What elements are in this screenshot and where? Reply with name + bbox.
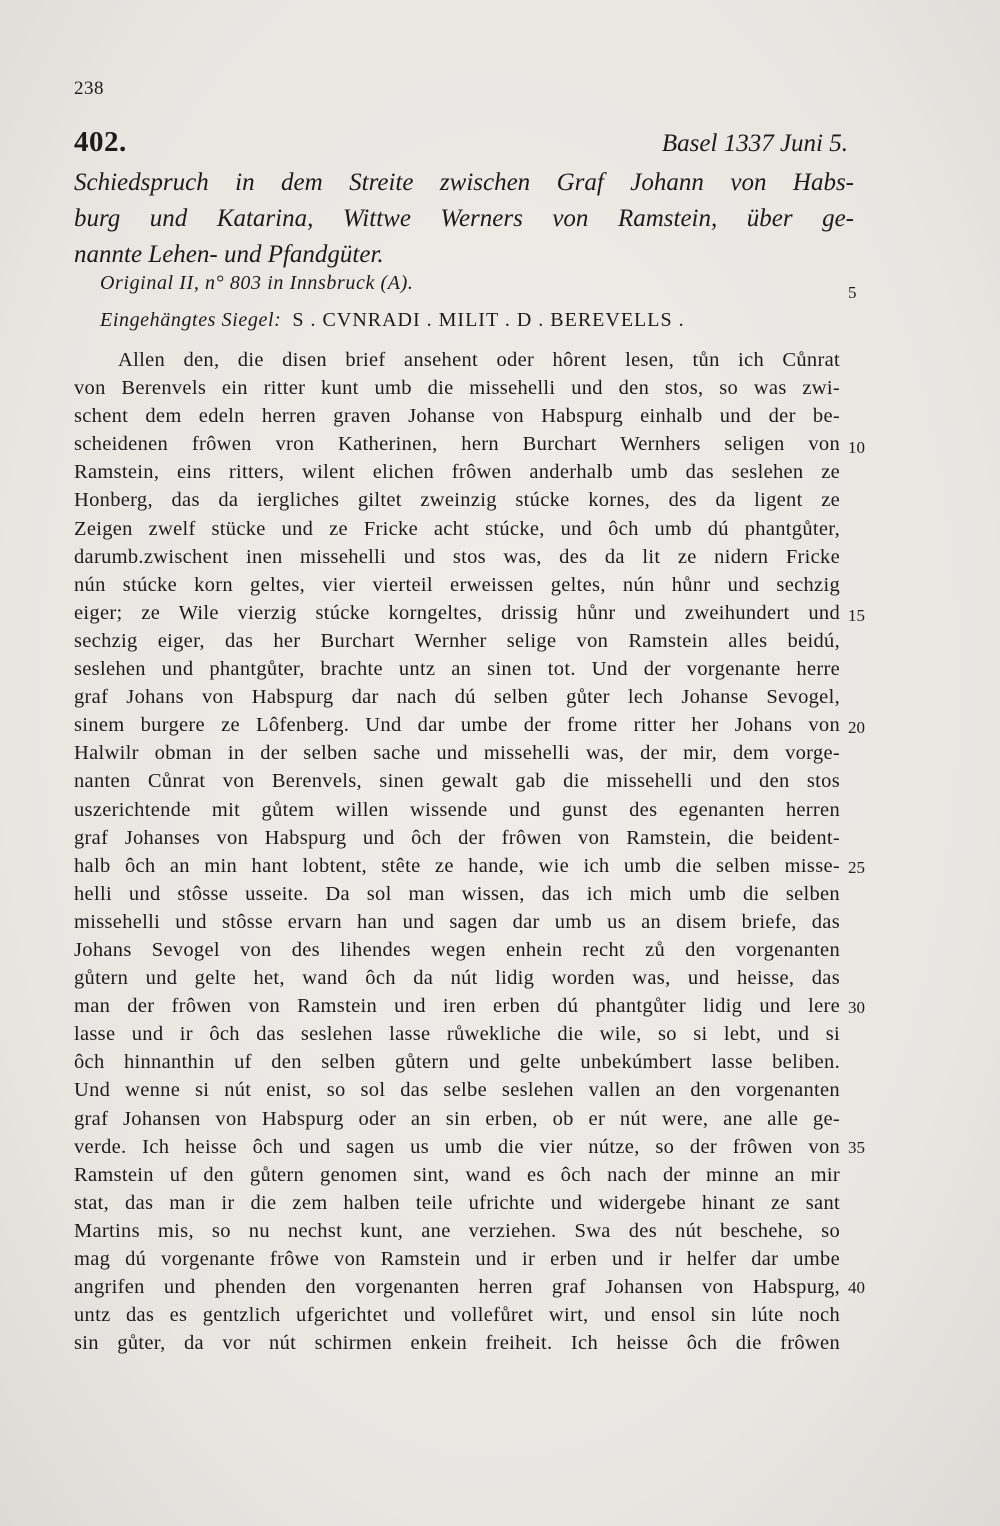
seal-label: Eingehängtes Siegel: [100, 309, 282, 331]
body-line: von Berenvels ein ritter kunt umb die missehelli und den stos, so was zwi- [74, 377, 840, 400]
document-number: 402. [74, 126, 127, 158]
body-line: schent dem edeln herren graven Johanse von Habspurg einhalb und der be- [74, 405, 840, 428]
body-line: Ramstein uf den gůtern genomen sint, wand es ôch nach der minne an mir [74, 1163, 840, 1186]
body-line: darumb.zwischent inen missehelli und stos was, des da lit ze nidern Fricke [74, 545, 840, 568]
body-line: Ramstein, eins ritters, wilent elichen frôwen anderhalb umb das seslehen ze [74, 461, 840, 484]
body-line: man der frôwen von Ramstein und iren erben dú phantgůter lidig und lere [74, 995, 840, 1018]
body-line: helli und stôsse usseite. Da sol man wissen, das ich mich umb die selben [74, 882, 840, 905]
line-number: 40 [848, 1278, 865, 1297]
summary-line: Schiedspruch in dem Streite zwischen Graf Johann von Habs- [74, 169, 854, 196]
body-line: mag dú vorgenante frôwe von Ramstein und ir erben und ir helfer dar umbe [74, 1248, 840, 1270]
summary-line: burg und Katarina, Wittwe Werners von Ramstein, über ge- [74, 205, 854, 232]
body-line: lasse und ir ôch das seslehen lasse růwekliche die wile, so si lebt, und si [74, 1023, 840, 1046]
body-line: Zeigen zwelf stücke und ze Fricke acht stúcke, und ôch umb dú phantgůter, [74, 517, 840, 540]
body-line: graf Johans von Habspurg dar nach dú selben gůter lech Johanse Sevogel, [74, 686, 840, 709]
document-place-date: Basel 1337 Juni 5. [661, 130, 848, 157]
body-line: Johans Sevogel von des lihendes wegen enhein recht zů den vorgenanten [74, 938, 840, 961]
line-number: 25 [848, 858, 865, 877]
source-reference: Original II, n° 803 in Innsbruck (A). [100, 272, 414, 294]
body-line: Honberg, das da iergliches giltet zweinzig stúcke kornes, des da ligent ze [74, 489, 840, 512]
line-number: 5 [848, 283, 857, 302]
body-line: seslehen und phantgůter, brachte untz an sinen tot. Und der vorgenante herre [74, 658, 840, 681]
body-line: sechzig eiger, das her Burchart Wernher selige von Ramstein alles beidú, [74, 629, 840, 652]
body-line: eiger; ze Wile vierzig stúcke korngeltes, drissig hůnr und zweihundert und [74, 601, 840, 624]
body-line: untz das es gentzlich ufgerichtet und vollefůret wirt, und ensol sin lúte noch [74, 1304, 840, 1327]
body-line: Martins mis, so nu nechst kunt, ane verziehen. Swa des nút beschehe, so [74, 1219, 840, 1242]
body-line: ôch hinnanthin uf den selben gůtern und gelte unbekúmbert lasse beliben. [74, 1051, 840, 1074]
body-line: halb ôch an min hant lobtent, stête ze hande, wie ich umb die selben misse- [74, 854, 840, 877]
body-line: gůtern und gelte het, wand ôch da nút lidig worden was, und heisse, das [74, 967, 840, 990]
body-line: scheidenen frôwen vron Katherinen, hern Burchart Wernhers seligen von [74, 433, 840, 456]
seal-inscription: S . CVNRADI . MILIT . D . BEREVELLS . [292, 309, 685, 331]
body-line: uszerichtende mit gůtem willen wissende und gunst des egenanten herren [74, 798, 840, 821]
body-line: Allen den, die disen brief ansehent oder hôrent lesen, tůn ich Cůnrat [118, 349, 840, 371]
body-line: Halwilr obman in der selben sache und missehelli was, der mir, dem vorge- [74, 742, 840, 765]
body-line: verde. Ich heisse ôch und sagen us umb die vier nútze, so der frôwen von [74, 1135, 840, 1158]
body-line: Und wenne si nút enist, so sol das selbe seslehen vallen an den vorgenanten [74, 1079, 840, 1102]
summary-line: nannte Lehen- und Pfandgüter. [74, 241, 384, 268]
document-body [74, 346, 840, 1357]
page-number: 238 [74, 78, 104, 99]
body-line: stat, das man ir die zem halben teile ufrichte und widergebe hinant ze sant [74, 1191, 840, 1214]
body-line: nanten Cůnrat von Berenvels, sinen gewalt gab die missehelli und den stos [74, 770, 840, 793]
line-number: 20 [848, 718, 865, 737]
body-line: graf Johansen von Habspurg oder an sin erben, ob er nút were, ane alle ge- [74, 1107, 840, 1130]
seal-description [100, 309, 685, 332]
body-line: graf Johanses von Habspurg und ôch der frôwen von Ramstein, die beident- [74, 826, 840, 849]
line-number: 15 [848, 606, 865, 625]
document-summary [74, 165, 854, 273]
body-line: sinem burgere ze Lôfenberg. Und dar umbe der frome ritter her Johans von [74, 714, 840, 737]
body-line: sin gůter, da vor nút schirmen enkein freiheit. Ich heisse ôch die frôwen [74, 1332, 840, 1355]
body-line: angrifen und phenden den vorgenanten herren graf Johansen von Habspurg, [74, 1276, 840, 1299]
body-line: missehelli und stôsse ervarn han und sagen dar umb us an disem briefe, das [74, 910, 840, 933]
line-number: 30 [848, 998, 865, 1017]
line-number: 35 [848, 1138, 865, 1157]
body-line: nún stúcke korn geltes, vier vierteil erweissen geltes, nún hůnr und sechzig [74, 573, 840, 596]
line-number: 10 [848, 438, 865, 457]
